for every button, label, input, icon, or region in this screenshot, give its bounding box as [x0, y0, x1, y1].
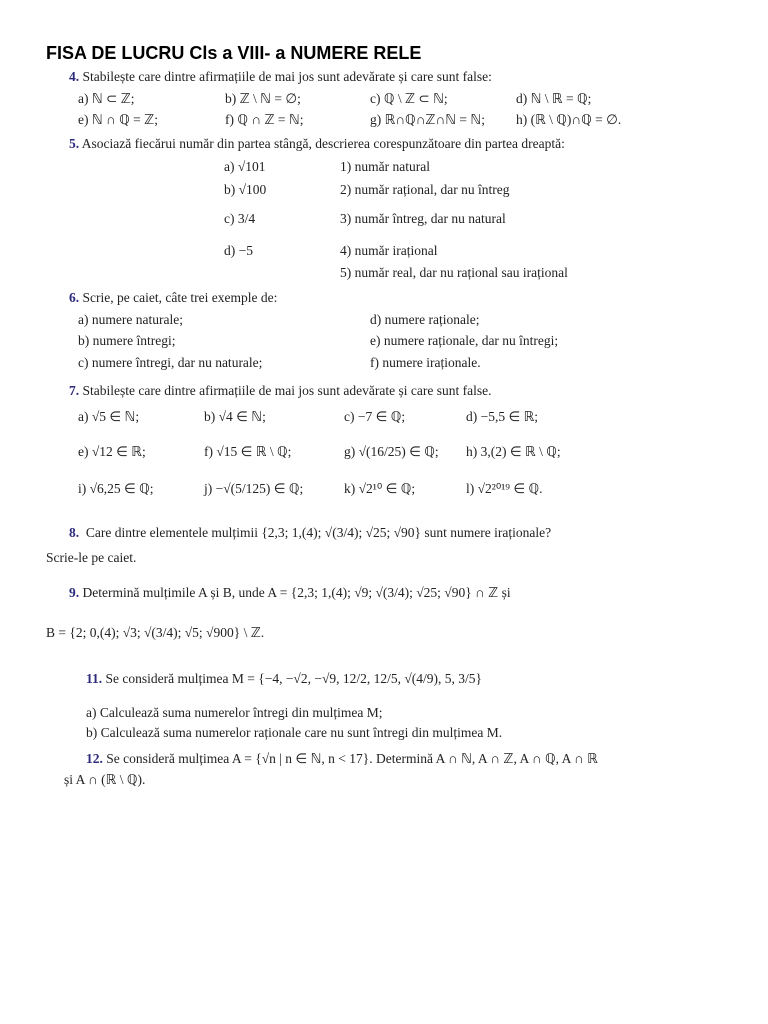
exercise-4-item-g: g) ℝ∩ℚ∩ℤ∩ℕ = ℕ; — [370, 112, 485, 127]
exercise-7-item-h: h) 3,(2) ∈ ℝ \ ℚ; — [466, 444, 561, 459]
exercise-6-item-f: f) numere iraționale. — [370, 355, 481, 370]
exercise-4-item-a: a) ℕ ⊂ ℤ; — [78, 91, 135, 106]
exercise-11-item-b: b) Calculează suma numerelor raționale care nu sunt întregi din mulțimea M. — [86, 725, 503, 740]
exercise-6-statement — [69, 291, 277, 306]
exercise-5-right-5: 5) număr real, dar nu rațional sau irațional — [340, 265, 568, 280]
exercise-12-continuation: și A ∩ (ℝ \ ℚ). — [64, 772, 146, 787]
exercise-6-text: Scrie, pe caiet, câte trei exemple de: — [82, 290, 278, 305]
exercise-9-statement — [69, 586, 511, 601]
exercise-6-item-a: a) numere naturale; — [78, 312, 183, 327]
exercise-7-item-e: e) √12 ∈ ℝ; — [78, 444, 146, 459]
exercise-7-item-k: k) √2¹⁰ ∈ ℚ; — [344, 481, 416, 496]
exercise-4-item-b: b) ℤ \ ℕ = ∅; — [225, 91, 301, 106]
exercise-9-text: Determină mulțimile A și B, unde A = {2,3; 1,(4); √9; √(3/4); √25; √90} ∩ ℤ și — [82, 585, 511, 600]
exercise-4-item-d: d) ℕ \ ℝ = ℚ; — [516, 91, 592, 106]
exercise-7-item-c: c) −7 ∈ ℚ; — [344, 409, 406, 424]
exercise-5-left-b: b) √100 — [224, 182, 267, 197]
exercise-4-item-h: h) (ℝ \ ℚ)∩ℚ = ∅. — [516, 112, 622, 127]
exercise-8-text: Care dintre elementele mulțimii {2,3; 1,(4); √(3/4); √25; √90} sunt numere iraționale? — [85, 525, 552, 540]
exercise-7-item-i: i) √6,25 ∈ ℚ; — [78, 481, 154, 496]
exercise-12-number: 12. — [86, 751, 103, 766]
exercise-7-item-a: a) √5 ∈ ℕ; — [78, 409, 140, 424]
exercise-4-statement — [69, 70, 492, 85]
exercise-6-item-b: b) numere întregi; — [78, 333, 176, 348]
exercise-11-number: 11. — [86, 671, 103, 686]
exercise-9-continuation: B = {2; 0,(4); √3; √(3/4); √5; √900} \ ℤ. — [46, 625, 265, 640]
exercise-5-text: Asociază fiecărui număr din partea stângă, descrierea corespunzătoare din partea dreaptă: — [81, 136, 565, 151]
exercise-7-text: Stabilește care dintre afirmațiile de mai jos sunt adevărate și care sunt false. — [82, 383, 492, 398]
exercise-7-item-g: g) √(16/25) ∈ ℚ; — [344, 444, 439, 459]
exercise-11-statement — [86, 672, 482, 687]
exercise-4-item-c: c) ℚ \ ℤ ⊂ ℕ; — [370, 91, 448, 106]
exercise-7-item-d: d) −5,5 ∈ ℝ; — [466, 409, 539, 424]
exercise-11-text: Se consideră mulțimea M = {−4, −√2, −√9, 12/2, 12/5, √(4/9), 5, 3/5} — [105, 671, 482, 686]
exercise-7-item-l: l) √2²⁰¹⁹ ∈ ℚ. — [466, 481, 543, 496]
exercise-4-item-e: e) ℕ ∩ ℚ = ℤ; — [78, 112, 158, 127]
exercise-8-number: 8. — [69, 525, 80, 540]
exercise-8-continuation: Scrie-le pe caiet. — [46, 550, 137, 565]
exercise-5-right-4: 4) număr irațional — [340, 243, 438, 258]
exercise-5-number: 5. — [69, 136, 80, 151]
exercise-6-item-d: d) numere raționale; — [370, 312, 480, 327]
exercise-6-number: 6. — [69, 290, 80, 305]
exercise-7-number: 7. — [69, 383, 80, 398]
exercise-7-statement — [69, 384, 491, 399]
exercise-4-text: Stabilește care dintre afirmațiile de mai jos sunt adevărate și care sunt false: — [82, 69, 492, 84]
exercise-7-item-j: j) −√(5/125) ∈ ℚ; — [204, 481, 304, 496]
exercise-5-left-a: a) √101 — [224, 159, 266, 174]
exercise-5-right-2: 2) număr rațional, dar nu întreg — [340, 182, 510, 197]
exercise-5-right-3: 3) număr întreg, dar nu natural — [340, 211, 506, 226]
exercise-5-statement — [69, 137, 565, 152]
exercise-5-left-d: d) −5 — [224, 243, 253, 258]
exercise-12-statement — [86, 752, 598, 767]
exercise-5-right-1: 1) număr natural — [340, 159, 430, 174]
exercise-5-left-c: c) 3/4 — [224, 211, 256, 226]
exercise-9-number: 9. — [69, 585, 80, 600]
exercise-8-statement — [69, 526, 551, 541]
exercise-6-item-e: e) numere raționale, dar nu întregi; — [370, 333, 559, 348]
exercise-12-text: Se consideră mulțimea A = {√n | n ∈ ℕ, n < 17}. Determină A ∩ ℕ, A ∩ ℤ, A ∩ ℚ, A ∩ ℝ — [106, 751, 598, 766]
exercise-7-item-b: b) √4 ∈ ℕ; — [204, 409, 266, 424]
exercise-4-number: 4. — [69, 69, 80, 84]
exercise-11-item-a: a) Calculează suma numerelor întregi din mulțimea M; — [86, 705, 383, 720]
exercise-7-item-f: f) √15 ∈ ℝ \ ℚ; — [204, 444, 292, 459]
exercise-6-item-c: c) numere întregi, dar nu naturale; — [78, 355, 263, 370]
page-title: FISA DE LUCRU Cls a VIII- a NUMERE RELE — [46, 43, 422, 63]
exercise-4-item-f: f) ℚ ∩ ℤ = ℕ; — [225, 112, 304, 127]
